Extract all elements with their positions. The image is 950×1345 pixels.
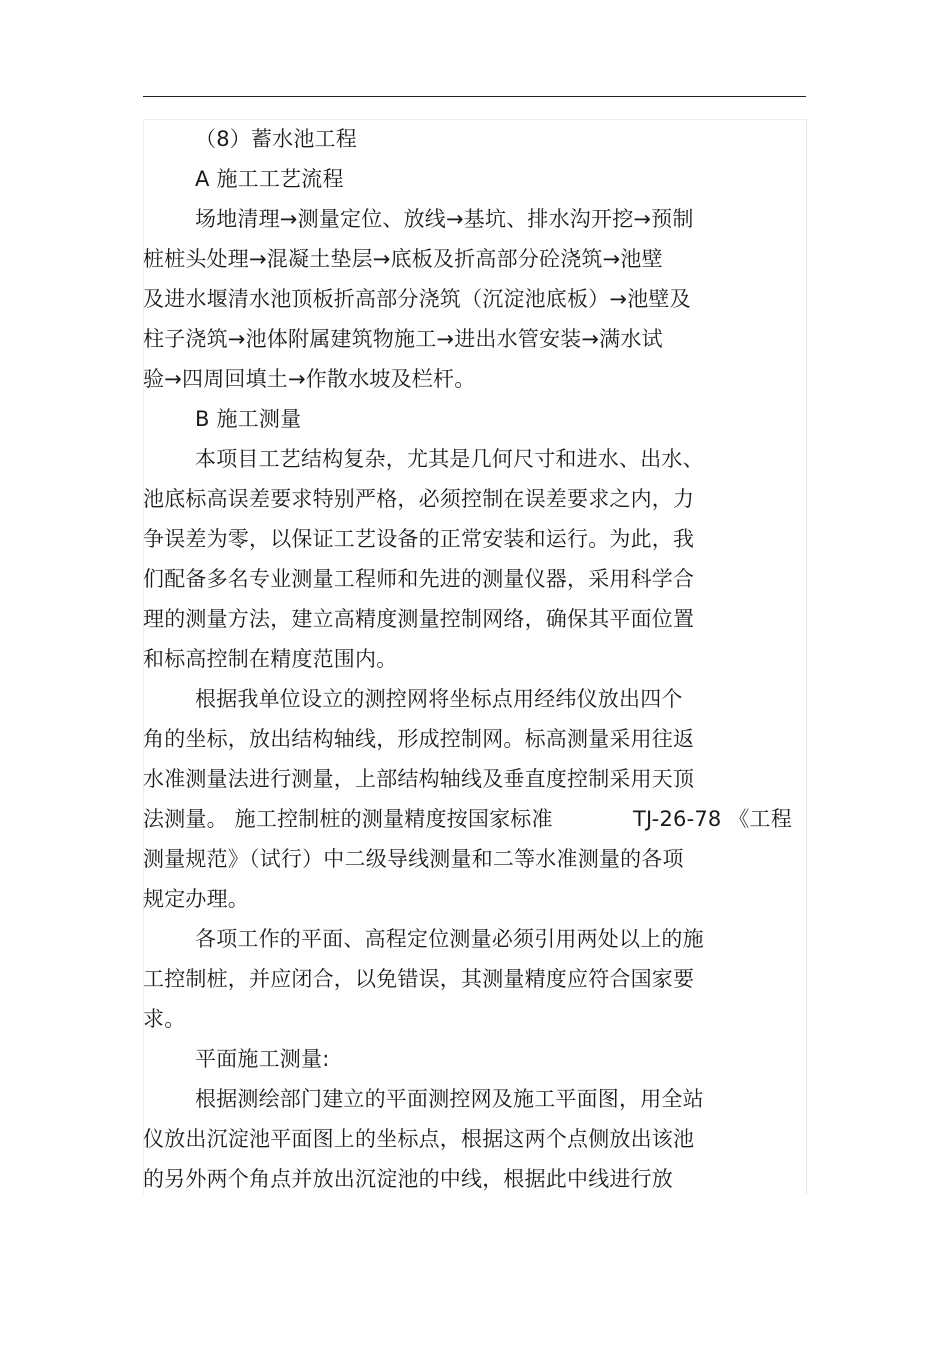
paragraph-line: 理的测量方法，建立高精度测量控制网络，确保其平面位置 <box>143 607 695 631</box>
paragraph-line: 测量规范》（试行）中二级导线测量和二等水准测量的各项 <box>143 847 684 871</box>
paragraph-line: 本项目工艺结构复杂，尤其是几何尺寸和进水、出水、 <box>195 447 704 471</box>
standard-reference: TJ-26-78 《工程 <box>633 807 792 831</box>
paragraph-line: 规定办理。 <box>143 887 249 911</box>
paragraph-line-text: 法测量。 施工控制桩的测量精度按国家标准 <box>143 807 553 831</box>
page-frame-right <box>806 119 807 1194</box>
paragraph-line: 场地清理→测量定位、放线→基坑、排水沟开挖→预制 <box>195 207 694 231</box>
subsection-heading-b: B 施工测量 <box>195 407 302 431</box>
paragraph-line: 求。 <box>143 1007 186 1031</box>
paragraph-line: 柱子浇筑→池体附属建筑物施工→进出水管安装→满水试 <box>143 327 663 351</box>
paragraph-line: 根据我单位设立的测控网将坐标点用经纬仪放出四个 <box>195 687 683 711</box>
paragraph-line <box>143 804 803 834</box>
paragraph-line: 根据测绘部门建立的平面测控网及施工平面图，用全站 <box>195 1087 704 1111</box>
subsection-heading-plane: 平面施工测量: <box>195 1047 330 1071</box>
paragraph-line: 角的坐标，放出结构轴线，形成控制网。标高测量采用往返 <box>143 727 695 751</box>
paragraph-line: 桩桩头处理→混凝土垫层→底板及折高部分砼浇筑→池壁 <box>143 247 663 271</box>
paragraph-line: 验→四周回填土→作散水坡及栏杆。 <box>143 367 476 391</box>
page-frame-top <box>143 119 806 120</box>
paragraph-line: 及进水堰清水池顶板折高部分浇筑（沉淀池底板）→池壁及 <box>143 287 691 311</box>
paragraph-line: 池底标高误差要求特别严格，必须控制在误差要求之内，力 <box>143 487 695 511</box>
paragraph-line: 和标高控制在精度范围内。 <box>143 647 398 671</box>
section-heading: （8）蓄水池工程 <box>195 127 357 151</box>
paragraph-line: 们配备多名专业测量工程师和先进的测量仪器，采用科学合 <box>143 567 695 591</box>
paragraph-line: 各项工作的平面、高程定位测量必须引用两处以上的施 <box>195 927 704 951</box>
paragraph-line: 工控制桩，并应闭合，以免错误，其测量精度应符合国家要 <box>143 967 695 991</box>
paragraph-line: 的另外两个角点并放出沉淀池的中线，根据此中线进行放 <box>143 1167 673 1191</box>
paragraph-line: 争误差为零，以保证工艺设备的正常安装和运行。为此，我 <box>143 527 695 551</box>
subsection-heading-a: A 施工工艺流程 <box>195 167 344 191</box>
paragraph-line: 仪放出沉淀池平面图上的坐标点，根据这两个点侧放出该池 <box>143 1127 695 1151</box>
paragraph-line: 水准测量法进行测量，上部结构轴线及垂直度控制采用天顶 <box>143 767 695 791</box>
header-rule <box>143 96 806 97</box>
